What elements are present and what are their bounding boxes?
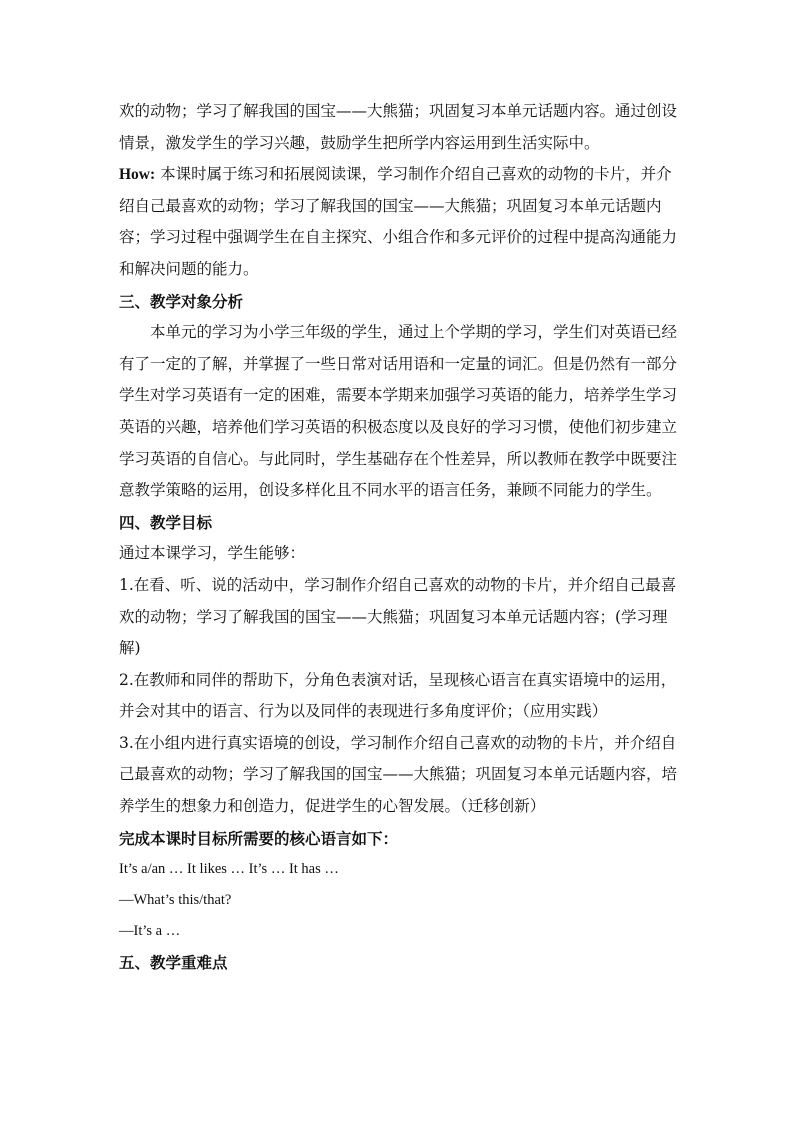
goals-intro: 通过本课学习，学生能够：	[119, 544, 306, 563]
section-5-heading: 五、教学重难点	[119, 953, 228, 973]
goal-item-3: 3.在小组内进行真实语境的创设，学习制作介绍自己喜欢的动物的卡片，并介绍自己最喜欢的动物；学习了解我国的国宝——大熊猫；巩固复习本单元话题内容，培养学生的想象力和创造力，促进学生的心智发展。（迁移创新）	[119, 733, 678, 816]
why-paragraph-tail: 欢的动物；学习了解我国的国宝——大熊猫；巩固复习本单元话题内容。通过创设情景，激发学生的学习兴趣，鼓励学生把所学内容运用到生活实际中。	[119, 102, 678, 152]
document-body	[119, 96, 679, 979]
how-text: 本课时属于练习和拓展阅读课，学习制作介绍自己喜欢的动物的卡片，并介绍自己最喜欢的动物；学习了解我国的国宝——大熊猫；巩固复习本单元话题内容；学习过程中强调学生在自主探究、小组合作和多元评价的过程中提高沟通能力和解决问题的能力。	[119, 165, 678, 278]
how-paragraph	[119, 159, 679, 285]
goal-item-2: 2.在教师和同伴的帮助下，分角色表演对话，呈现核心语言在真实语境中的运用，并会对其中的语言、行为以及同伴的表现进行多角度评价；（应用实践）	[119, 670, 677, 721]
section-3-paragraph: 本单元的学习为小学三年级的学生，通过上个学期的学习，学生们对英语已经有了一定的了解，并掌握了一些日常对话用语和一定量的词汇。但是仍然有一部分学生对学习英语有一定的困难，需要本学期来加强学习英语的能力，培养学生学习英语的兴趣，培养他们学习英语的积极态度以及良好的学习习惯，使他们初步建立学习英语的自信心。与此同时，学生基础存在个性差异，所以教师在教学中既要注意教学策略的运用，创设多样化且不同水平的语言任务，兼顾不同能力的学生。	[119, 323, 678, 500]
core-language-heading: 完成本课时目标所需要的核心语言如下：	[119, 828, 399, 848]
section-3-heading: 三、教学对象分析	[119, 291, 244, 311]
core-language-line-1: It’s a/an … It likes … It’s … It has …	[119, 861, 339, 878]
core-language-line-3: —It’s a …	[119, 923, 181, 940]
goal-item-1: 1.在看、听、说的活动中，学习制作介绍自己喜欢的动物的卡片，并介绍自己最喜欢的动物；学习了解我国的国宝——大熊猫；巩固复习本单元话题内容；(学习理解)	[119, 575, 677, 658]
how-label: How:	[119, 166, 156, 184]
core-language-line-2: —What’s this/that?	[119, 892, 232, 909]
section-4-heading: 四、教学目标	[119, 512, 213, 532]
